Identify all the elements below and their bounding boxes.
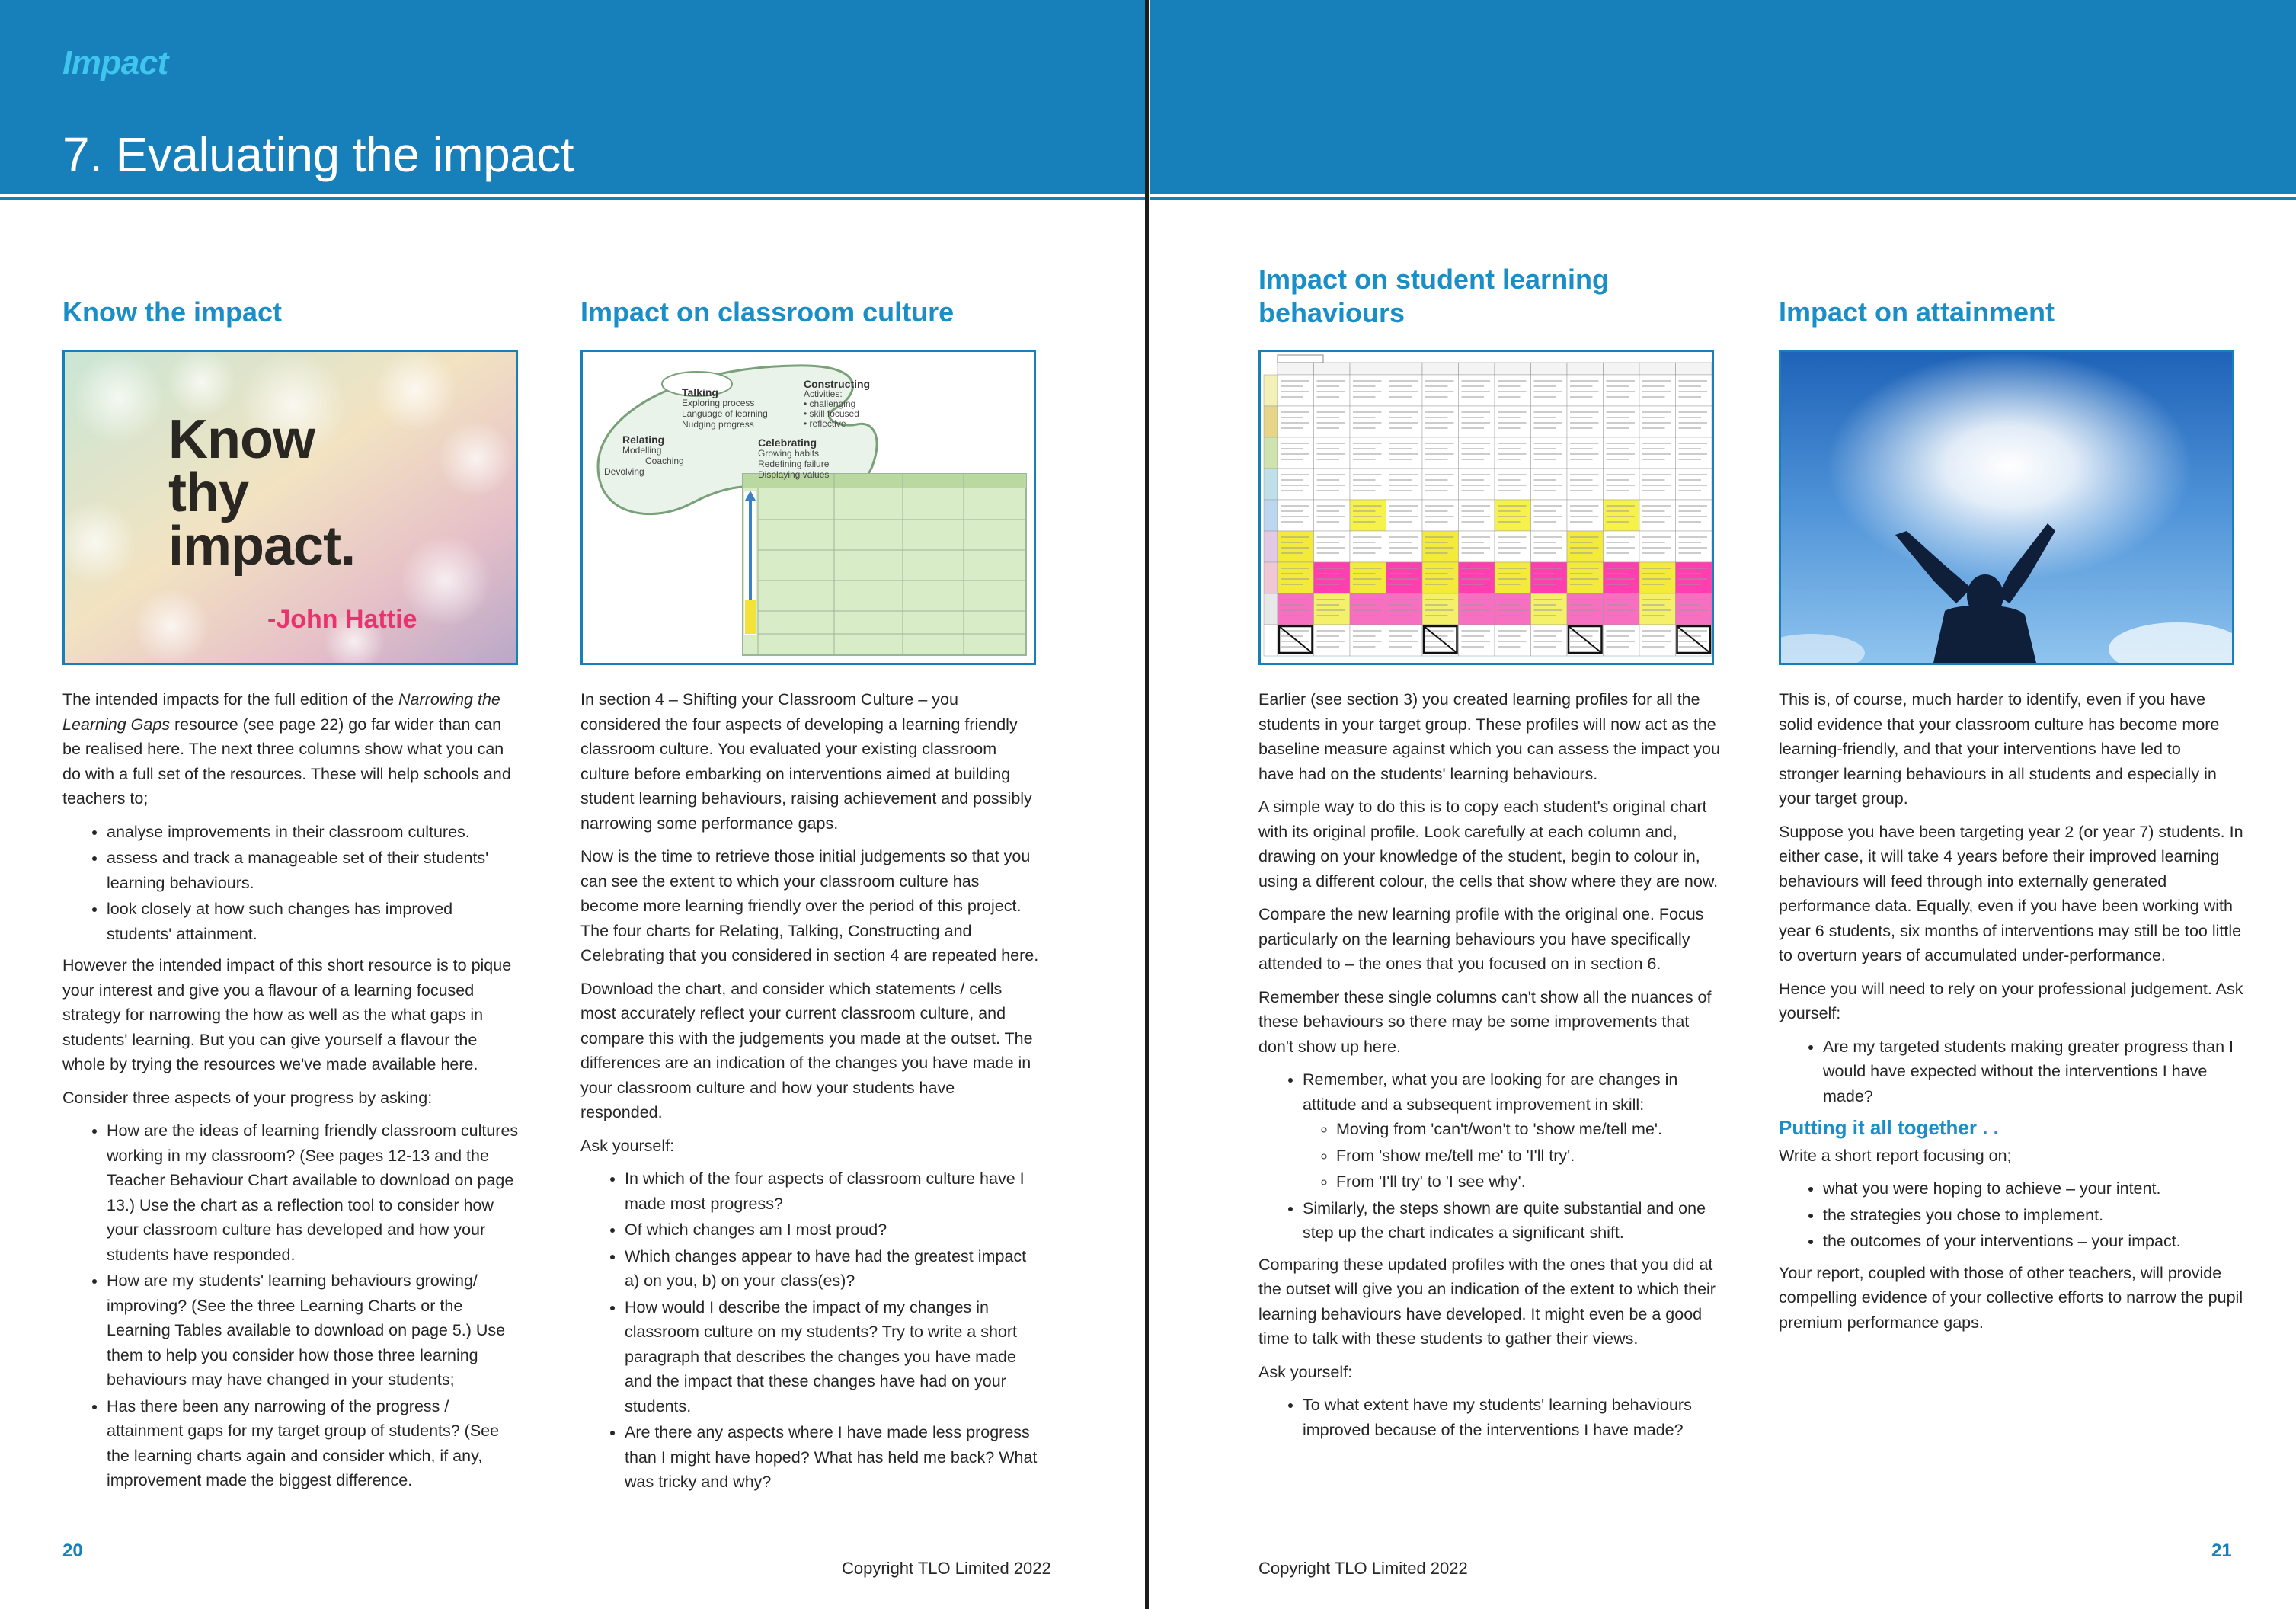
col3-para5: Comparing these updated profiles with the ones that you did at the outset will give you an indication of the extent to which their learning behaviours have developed. It might even be a good time to talk with these students to gather their views. <box>1258 1255 1716 1348</box>
col3-para3: Compare the new learning profile with the original one. Focus particularly on the learning behaviours you have specifically attended to – the ones that you focused on in section 6. <box>1258 905 1704 973</box>
constructing-block <box>804 379 870 429</box>
col2-bullet-list <box>580 1166 1041 1495</box>
page-title: 7. Evaluating the impact <box>62 127 574 182</box>
col-classroom-culture <box>580 296 1038 329</box>
hattie-quote <box>168 409 356 577</box>
page-number-right: 21 <box>2211 1540 2232 1561</box>
col1-para3: Consider three aspects of your progress by asking: <box>62 1088 433 1107</box>
page-number-left: 20 <box>62 1540 83 1561</box>
list-item: • How would I describe the impact of my changes in classroom culture on my students? Try to write a short paragraph that describes the changes you have made and the impact that these changes have had on your students. <box>625 1295 1041 1419</box>
header-banner <box>0 0 1145 194</box>
classroom-culture-image <box>580 350 1036 665</box>
col2-para3: Download the chart, and consider which statements / cells most accurately reflect your current classroom culture, and compare this with the judgements you made at the outset. The differences are an indication of the changes you have made in your classroom culture and how your students have responded. <box>580 979 1033 1121</box>
col3-para6: Ask yourself: <box>1258 1362 1353 1381</box>
col2-para1: In section 4 – Shifting your Classroom Culture – you considered the four aspects of developing a learning friendly classroom culture. You evaluated your existing classroom culture before embarking on interventions aimed at building student learning behaviours, raising achievement and possibly narrowing some performance gaps. <box>580 690 1032 833</box>
talking-item: Language of learning <box>682 408 768 419</box>
left-page <box>0 0 1145 1609</box>
col1-bullet-list <box>62 820 520 947</box>
talking-label: Talking <box>682 386 718 398</box>
constructing-item: • challenging <box>804 398 856 409</box>
relating-item: Modelling <box>622 445 662 456</box>
celebrating-label: Celebrating <box>758 437 817 449</box>
list-item: • Has there been any narrowing of the progress / attainment gaps for my target group of students? (See the learning charts again and consider which, if any, improvement made the biggest difference. <box>107 1394 520 1493</box>
list-item: ◦ From 'show me/tell me' to 'I'll try'. <box>1336 1144 1723 1169</box>
celebrating-item: Redefining failure <box>758 459 830 469</box>
talking-block <box>682 387 768 430</box>
heading-learning-behaviours: Impact on student learning behaviours <box>1258 264 1610 328</box>
col3-para4: Remember these single columns can't show all the nuances of these behaviours so there may be some improvements that don't show up here. <box>1258 987 1712 1056</box>
celebrating-item: Displaying values <box>758 469 830 480</box>
spine-divider <box>1145 0 1149 1609</box>
list-item: • the outcomes of your interventions – your impact. <box>1823 1229 2243 1254</box>
list-item: • analyse improvements in their classroom cultures. <box>107 820 520 845</box>
list-item: ◦ From 'I'll try' to 'I see why'. <box>1336 1169 1723 1195</box>
quote-line-3: impact. <box>168 516 356 577</box>
col3-sub-list <box>1303 1117 1723 1195</box>
quote-line-2: thy <box>168 462 248 523</box>
col-attainment <box>1779 296 2251 329</box>
relating-label: Relating <box>622 433 665 446</box>
right-page <box>1150 0 2296 1609</box>
putting-it-together-subheading: Putting it all together . . <box>1779 1116 1999 1139</box>
list-item: • Similarly, the steps shown are quite substantial and one step up the chart indicates a significant shift. <box>1303 1196 1723 1246</box>
heading-attainment: Impact on attainment <box>1779 296 2055 328</box>
col2-para2: Now is the time to retrieve those initial judgements so that you can see the extent to which your classroom culture has become more learning friendly over the period of this project. The four charts for Relating, Talking, Constructing and Celebrating that you considered in section 4 are repeated here. <box>580 847 1039 964</box>
banner-rule <box>0 197 1145 200</box>
learning-profile-chart <box>1261 352 1712 663</box>
sky-celebration-image <box>1779 350 2234 665</box>
col1-intro: The intended impacts for the full edition of the Narrowing the Learning Gaps resource (see page 22) go far wider than can be realised here. The next three columns show what you can do with a full set of the resources. These will help schools and teachers to; <box>62 690 511 808</box>
copyright-right: Copyright TLO Limited 2022 <box>1258 1559 1468 1578</box>
resource-title: Narrowing the Learning Gaps <box>62 690 500 734</box>
relating-item: Devolving <box>604 466 644 477</box>
relating-block <box>604 433 684 477</box>
col4-para1: This is, of course, much harder to identify, even if you have solid evidence that your classroom culture has become more learning-friendly, and that your interventions have led to stronger learning behaviours in all students and especially in your target group. <box>1779 690 2220 808</box>
list-item: • How are my students' learning behaviours growing/ improving? (See the three Learning Charts or the Learning Tables available to download on page 5.) Use them to help you consider how those three learning behaviours may have changed in your students; <box>107 1268 520 1393</box>
quote-attribution: -John Hattie <box>267 605 417 634</box>
list-item: • Are there any aspects where I have made less progress than I might have hoped? What has held me back? What was tricky and why? <box>625 1420 1041 1495</box>
talking-item: Nudging progress <box>682 419 754 430</box>
col4-bullet-list <box>1779 1035 2243 1109</box>
constructing-item: • skill focused <box>804 408 859 419</box>
know-thy-impact-image <box>62 350 518 665</box>
col2-body <box>580 687 1041 1502</box>
col4-para2: Suppose you have been targeting year 2 (or year 7) students. In either case, it will take 4 years before their improved learning behaviours will feed through into externally generated performance data. Equally, even if you have been working with year 6 students, six months of interventions may still be too little to overturn years of accumulated under-performance. <box>1779 822 2243 964</box>
list-item: • what you were hoping to achieve – your intent. <box>1823 1176 2243 1201</box>
quote-line-1: Know <box>168 409 315 470</box>
copyright-left: Copyright TLO Limited 2022 <box>842 1559 1051 1578</box>
learning-chart-image <box>1258 350 1714 665</box>
col4-body <box>1779 687 2243 1343</box>
heading-classroom-culture: Impact on classroom culture <box>580 296 955 328</box>
list-item: • Of which changes am I most proud? <box>625 1217 1041 1243</box>
constructing-item: Activities: <box>804 389 843 399</box>
banner-rule-right <box>1150 197 2296 200</box>
sky-photo <box>1781 352 2232 663</box>
col2-para4: Ask yourself: <box>580 1136 675 1155</box>
col3-bullet-list <box>1258 1067 1723 1246</box>
celebrating-block <box>758 437 829 480</box>
col-learning-behaviours <box>1258 263 1731 330</box>
header-banner-right <box>1150 0 2296 194</box>
list-item: • How are the ideas of learning friendly classroom cultures working in my classroom? (See pages 12-13 and the Teacher Behaviour Chart available to download on page 13.) Use the chart as a reflection tool to consider how your classroom culture has developed and how your students have responded. <box>107 1118 520 1267</box>
constructing-item: • reflective <box>804 418 846 429</box>
heading-know-the-impact: Know the impact <box>62 296 283 328</box>
col-know-the-impact <box>62 296 520 329</box>
col1-body <box>62 687 520 1500</box>
relating-item: Coaching <box>645 456 684 466</box>
col3-bullet-list-2 <box>1258 1393 1723 1442</box>
col4-para3: Hence you will need to rely on your professional judgement. Ask yourself: <box>1779 979 2243 1022</box>
col3-para1: Earlier (see section 3) you created learning profiles for all the students in your target group. These profiles will now act as the baseline measure against which you can assess the impact you have had on the students' learning behaviours. <box>1258 690 1720 783</box>
list-item: ◦ Moving from 'can't/won't to 'show me/tell me'. <box>1336 1117 1723 1142</box>
list-item: • To what extent have my students' learning behaviours improved because of the interventions I have made? <box>1303 1393 1723 1442</box>
col4-bullet-list-2 <box>1779 1176 2243 1254</box>
talking-item: Exploring process <box>682 398 755 408</box>
list-item: • Remember, what you are looking for are changes in attitude and a subsequent improvement in skill: ◦ Moving from 'can't/won't to 'show me/tell me'. ◦ From 'show me/tell me' to 'I'll try'. ◦ From 'I'll try' to 'I see why'. <box>1303 1067 1723 1195</box>
list-item: • Which changes appear to have had the greatest impact a) on you, b) on your class(es)? <box>625 1244 1041 1294</box>
list-item: • look closely at how such changes has improved students' attainment. <box>107 897 520 946</box>
col3-body <box>1258 687 1723 1449</box>
list-item: • Are my targeted students making greater progress than I would have expected without the interventions I have made? <box>1823 1035 2243 1109</box>
list-item: • the strategies you chose to implement. <box>1823 1203 2243 1228</box>
celebrating-item: Growing habits <box>758 448 820 459</box>
col3-para2: A simple way to do this is to copy each student's original chart with its original profile. Look carefully at each column and, drawing on your knowledge of the student, begin to colour in, using a different colour, the cells that show where they are now. <box>1258 798 1719 891</box>
list-item: • In which of the four aspects of classroom culture have I made most progress? <box>625 1166 1041 1216</box>
list-item: • assess and track a manageable set of their students' learning behaviours. <box>107 846 520 895</box>
section-label: Impact <box>62 44 168 82</box>
col1-bullet-list-2 <box>62 1118 520 1493</box>
col1-para2: However the intended impact of this short resource is to pique your interest and give you a flavour of a learning focused strategy for narrowing the how as well as the what gaps in students' learning. But you can give yourself a flavour the whole by trying the resources we've made available here. <box>62 956 512 1073</box>
col4-para5: Your report, coupled with those of other teachers, will provide compelling evidence of your collective efforts to narrow the pupil premium performance gaps. <box>1779 1263 2243 1332</box>
col4-para4: Write a short report focusing on; <box>1779 1146 2012 1165</box>
constructing-label: Constructing <box>804 378 871 390</box>
